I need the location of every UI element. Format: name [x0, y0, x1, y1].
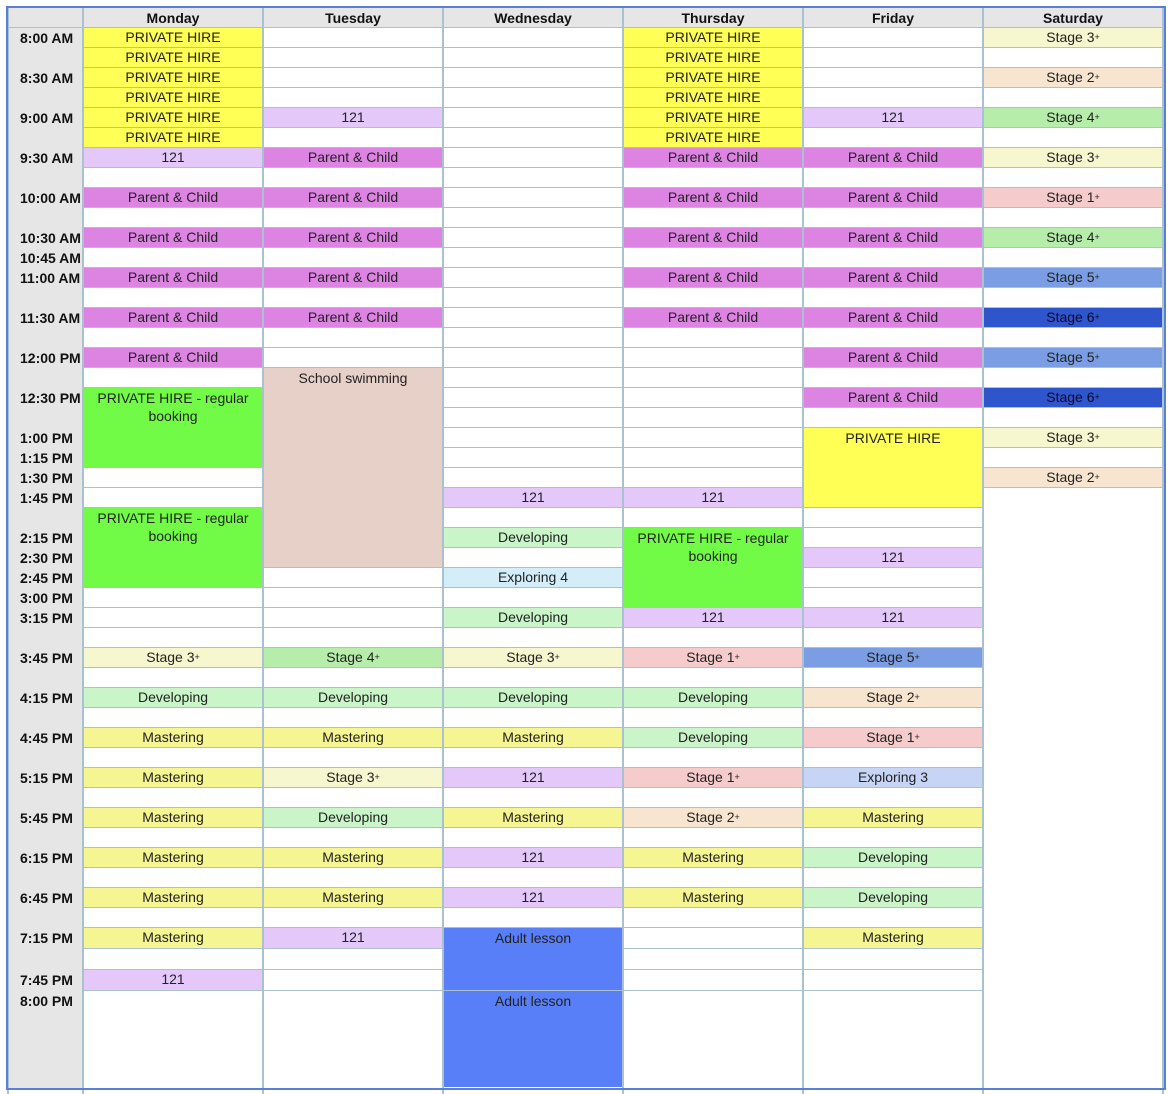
schedule-slot[interactable] — [264, 888, 442, 907]
day-header-friday[interactable]: Friday — [803, 8, 983, 28]
schedule-slot[interactable] — [264, 188, 442, 207]
day-header-thursday[interactable]: Thursday — [623, 8, 803, 28]
slot-label: Developing — [677, 729, 749, 745]
slot-label: Parent & Child — [667, 189, 759, 205]
slot-label: Stage 2 — [866, 689, 915, 705]
slot-label: Parent & Child — [307, 309, 399, 325]
grid-line — [1162, 8, 1164, 1094]
stage-plus-mark: + — [1094, 192, 1100, 202]
slot-label: Stage 4 — [1046, 229, 1095, 245]
slot-label: Exploring 3 — [857, 769, 929, 785]
slot-label: Parent & Child — [667, 149, 759, 165]
slot-label: Parent & Child — [667, 229, 759, 245]
schedule-slot[interactable] — [264, 688, 442, 707]
slot-label: Stage 3 — [326, 769, 375, 785]
stage-plus-mark: + — [734, 812, 740, 822]
schedule-slot[interactable] — [984, 308, 1162, 327]
slot-label: Mastering — [682, 849, 744, 865]
schedule-slot[interactable] — [984, 468, 1162, 487]
time-label: 7:45 PM — [20, 972, 73, 988]
slot-label: Parent & Child — [847, 269, 939, 285]
slot-label: Stage 2 — [686, 809, 735, 825]
slot-label: Parent & Child — [127, 349, 219, 365]
header-corner — [8, 8, 83, 28]
slot-label: Parent & Child — [307, 229, 399, 245]
slot-label: Mastering — [862, 809, 924, 825]
schedule-slot[interactable] — [804, 388, 982, 407]
schedule-slot[interactable] — [804, 188, 982, 207]
slot-label: Stage 3 — [146, 649, 195, 665]
schedule-slot[interactable] — [84, 388, 262, 467]
slot-label: Stage 6 — [1046, 389, 1095, 405]
schedule-slot[interactable] — [84, 268, 262, 287]
slot-label: Parent & Child — [847, 309, 939, 325]
schedule-slot[interactable] — [444, 648, 622, 667]
schedule-slot[interactable] — [84, 648, 262, 667]
time-label: 10:30 AM — [20, 230, 81, 246]
slot-label: Parent & Child — [127, 269, 219, 285]
schedule-slot[interactable] — [804, 268, 982, 287]
time-label: 10:45 AM — [20, 250, 81, 266]
slot-label: Mastering — [862, 929, 924, 945]
schedule-slot[interactable] — [624, 848, 802, 867]
schedule-slot[interactable] — [804, 808, 982, 827]
slot-label: Parent & Child — [127, 229, 219, 245]
schedule-slot[interactable] — [804, 928, 982, 948]
stage-plus-mark: + — [1094, 152, 1100, 162]
schedule-slot[interactable] — [624, 648, 802, 667]
time-label: 9:00 AM — [20, 110, 74, 126]
schedule-slot[interactable] — [804, 728, 982, 747]
time-label: 2:45 PM — [20, 570, 73, 586]
schedule-slot[interactable] — [84, 508, 262, 587]
slot-label: Parent & Child — [667, 269, 759, 285]
stage-plus-mark: + — [734, 652, 740, 662]
slot-label: PRIVATE HIRE — [665, 49, 761, 65]
stage-plus-mark: + — [374, 652, 380, 662]
slot-label: Mastering — [502, 809, 564, 825]
slot-label: Developing — [497, 609, 569, 625]
schedule-slot[interactable] — [984, 108, 1162, 127]
schedule-slot[interactable] — [84, 228, 262, 247]
time-label: 6:45 PM — [20, 890, 73, 906]
schedule-slot[interactable] — [84, 928, 262, 948]
slot-label: Parent & Child — [307, 189, 399, 205]
slot-label: Mastering — [502, 729, 564, 745]
stage-plus-mark: + — [1094, 232, 1100, 242]
slot-label: Developing — [497, 529, 569, 545]
slot-label: Mastering — [322, 849, 384, 865]
schedule-slot[interactable] — [804, 108, 982, 127]
stage-plus-mark: + — [1094, 472, 1100, 482]
schedule-slot[interactable] — [624, 528, 802, 607]
slot-label: Mastering — [142, 929, 204, 945]
schedule-slot[interactable] — [804, 688, 982, 707]
time-label: 12:30 PM — [20, 390, 81, 406]
schedule-slot[interactable] — [264, 268, 442, 287]
slot-label: Mastering — [322, 729, 384, 745]
schedule-slot[interactable] — [84, 88, 262, 107]
schedule-slot[interactable] — [984, 68, 1162, 87]
schedule-slot[interactable] — [444, 568, 622, 587]
schedule-slot[interactable] — [84, 768, 262, 787]
schedule-slot[interactable] — [624, 68, 802, 87]
schedule-slot[interactable] — [624, 188, 802, 207]
schedule-slot[interactable] — [624, 888, 802, 907]
slot-label: Mastering — [142, 849, 204, 865]
schedule-slot[interactable] — [804, 348, 982, 367]
slot-label: Parent & Child — [307, 149, 399, 165]
slot-label: PRIVATE HIRE — [665, 89, 761, 105]
time-label: 5:45 PM — [20, 810, 73, 826]
slot-label: Stage 5 — [866, 649, 915, 665]
schedule-slot[interactable] — [264, 648, 442, 667]
saturday-empty-area — [984, 488, 1162, 1088]
slot-label: 121 — [881, 609, 905, 625]
schedule-slot[interactable] — [804, 308, 982, 327]
slot-label: Stage 1 — [866, 729, 915, 745]
schedule-slot[interactable] — [264, 228, 442, 247]
stage-plus-mark: + — [554, 652, 560, 662]
time-label: 3:15 PM — [20, 610, 73, 626]
stage-plus-mark: + — [194, 652, 200, 662]
slot-label: 121 — [161, 971, 185, 987]
schedule-slot[interactable] — [444, 768, 622, 787]
slot-label: 121 — [521, 769, 545, 785]
slot-label: PRIVATE HIRE — [125, 69, 221, 85]
schedule-slot[interactable] — [84, 728, 262, 747]
slot-label: 121 — [161, 149, 185, 165]
schedule-slot[interactable] — [264, 728, 442, 747]
slot-label: Stage 4 — [1046, 109, 1095, 125]
schedule-slot[interactable] — [984, 268, 1162, 287]
slot-label: PRIVATE HIRE — [125, 109, 221, 125]
schedule-slot[interactable] — [804, 548, 982, 567]
schedule-slot[interactable] — [84, 128, 262, 147]
time-label: 3:45 PM — [20, 650, 73, 666]
time-label: 11:00 AM — [20, 270, 81, 286]
time-label: 5:15 PM — [20, 770, 73, 786]
slot-label: PRIVATE HIRE — [125, 129, 221, 145]
schedule-slot[interactable] — [804, 428, 982, 507]
slot-label: 121 — [521, 889, 545, 905]
time-label: 8:00 PM — [20, 993, 73, 1009]
schedule-slot[interactable] — [624, 88, 802, 107]
slot-label: Mastering — [682, 889, 744, 905]
slot-label: Developing — [317, 809, 389, 825]
slot-label: 121 — [341, 109, 365, 125]
schedule-slot[interactable] — [444, 688, 622, 707]
schedule-slot[interactable] — [84, 68, 262, 87]
schedule-slot[interactable] — [984, 348, 1162, 367]
slot-label: 121 — [701, 609, 725, 625]
schedule-slot[interactable] — [444, 848, 622, 867]
schedule-slot[interactable] — [444, 928, 622, 990]
slot-label: Adult lesson — [494, 993, 572, 1009]
schedule-slot[interactable] — [624, 488, 802, 507]
slot-label: 121 — [881, 549, 905, 565]
slot-label: Mastering — [142, 889, 204, 905]
slot-label: Parent & Child — [847, 349, 939, 365]
slot-label: Stage 3 — [1046, 429, 1095, 445]
schedule-slot[interactable] — [444, 488, 622, 507]
slot-label: Parent & Child — [847, 189, 939, 205]
day-header-monday[interactable]: Monday — [83, 8, 263, 28]
slot-label: Stage 2 — [1046, 69, 1095, 85]
schedule-slot[interactable] — [804, 768, 982, 787]
schedule-slot[interactable] — [804, 648, 982, 667]
stage-plus-mark: + — [1094, 352, 1100, 362]
schedule-slot[interactable] — [444, 888, 622, 907]
schedule-slot[interactable] — [624, 108, 802, 127]
slot-label: 121 — [881, 109, 905, 125]
schedule-slot[interactable] — [984, 148, 1162, 167]
schedule-slot[interactable] — [624, 148, 802, 167]
time-label: 8:30 AM — [20, 70, 74, 86]
slot-label: Stage 5 — [1046, 349, 1095, 365]
slot-label: Mastering — [142, 769, 204, 785]
slot-label: PRIVATE HIRE - regular booking — [97, 390, 249, 424]
schedule-slot[interactable] — [264, 768, 442, 787]
schedule-slot[interactable] — [624, 308, 802, 327]
schedule-slot[interactable] — [624, 228, 802, 247]
slot-label: PRIVATE HIRE — [665, 129, 761, 145]
schedule-slot[interactable] — [264, 808, 442, 827]
slot-label: Stage 6 — [1046, 309, 1095, 325]
slot-label: 121 — [701, 489, 725, 505]
slot-label: Parent & Child — [127, 189, 219, 205]
schedule-slot[interactable] — [84, 808, 262, 827]
schedule-slot[interactable] — [264, 148, 442, 167]
schedule-slot[interactable] — [84, 308, 262, 327]
schedule-slot[interactable] — [84, 28, 262, 47]
schedule-slot[interactable] — [624, 688, 802, 707]
slot-label: Adult lesson — [494, 930, 572, 946]
time-label: 3:00 PM — [20, 590, 73, 606]
slot-label: Stage 1 — [1046, 189, 1095, 205]
schedule-slot[interactable] — [984, 188, 1162, 207]
schedule-slot[interactable] — [804, 148, 982, 167]
schedule-slot[interactable] — [84, 888, 262, 907]
slot-label: Stage 2 — [1046, 469, 1095, 485]
slot-label: Stage 4 — [326, 649, 375, 665]
slot-label: PRIVATE HIRE — [665, 109, 761, 125]
slot-label: Exploring 4 — [497, 569, 569, 585]
schedule-slot[interactable] — [264, 928, 442, 948]
slot-label: PRIVATE HIRE — [665, 69, 761, 85]
time-label: 10:00 AM — [20, 190, 81, 206]
slot-label: Stage 5 — [1046, 269, 1095, 285]
slot-label: Developing — [317, 689, 389, 705]
stage-plus-mark: + — [1094, 392, 1100, 402]
slot-label: Mastering — [322, 889, 384, 905]
slot-label: Stage 3 — [506, 649, 555, 665]
schedule-slot[interactable] — [444, 728, 622, 747]
slot-label: Developing — [137, 689, 209, 705]
slot-label: Parent & Child — [667, 309, 759, 325]
time-label: 4:15 PM — [20, 690, 73, 706]
schedule-slot[interactable] — [624, 268, 802, 287]
schedule-slot[interactable] — [624, 728, 802, 747]
stage-plus-mark: + — [1094, 312, 1100, 322]
slot-label: Developing — [677, 689, 749, 705]
stage-plus-mark: + — [1094, 272, 1100, 282]
stage-plus-mark: + — [914, 652, 920, 662]
schedule-slot[interactable] — [804, 848, 982, 867]
slot-label: PRIVATE HIRE — [845, 430, 941, 446]
schedule-slot[interactable] — [984, 28, 1162, 47]
time-label: 2:30 PM — [20, 550, 73, 566]
slot-label: Mastering — [142, 729, 204, 745]
schedule-slot[interactable] — [444, 991, 622, 1087]
slot-label: 121 — [341, 929, 365, 945]
schedule-slot[interactable] — [984, 388, 1162, 407]
schedule-slot[interactable] — [624, 608, 802, 627]
time-label: 4:45 PM — [20, 730, 73, 746]
time-label: 1:15 PM — [20, 450, 73, 466]
schedule-slot[interactable] — [624, 128, 802, 147]
time-label: 6:15 PM — [20, 850, 73, 866]
slot-label: Developing — [857, 849, 929, 865]
time-label: 12:00 PM — [20, 350, 81, 366]
time-label: 1:45 PM — [20, 490, 73, 506]
schedule-slot[interactable] — [84, 970, 262, 990]
schedule-slot[interactable] — [804, 608, 982, 627]
slot-label: Stage 3 — [1046, 29, 1095, 45]
schedule-slot[interactable] — [84, 348, 262, 367]
slot-label: PRIVATE HIRE — [125, 49, 221, 65]
schedule-slot[interactable] — [804, 888, 982, 907]
stage-plus-mark: + — [1094, 72, 1100, 82]
schedule-slot[interactable] — [264, 848, 442, 867]
schedule-slot[interactable] — [624, 768, 802, 787]
slot-label: Developing — [857, 889, 929, 905]
stage-plus-mark: + — [374, 772, 380, 782]
slot-label: Stage 1 — [686, 649, 735, 665]
time-label: 8:00 AM — [20, 30, 74, 46]
schedule-slot[interactable] — [984, 228, 1162, 247]
stage-plus-mark: + — [914, 692, 920, 702]
schedule-slot[interactable] — [264, 308, 442, 327]
slot-label: Parent & Child — [847, 149, 939, 165]
slot-label: Parent & Child — [847, 389, 939, 405]
time-label: 1:00 PM — [20, 430, 73, 446]
schedule-slot[interactable] — [624, 808, 802, 827]
slot-label: School swimming — [298, 370, 408, 386]
slot-label: Developing — [497, 689, 569, 705]
schedule-slot[interactable] — [84, 148, 262, 167]
schedule-slot[interactable] — [84, 108, 262, 127]
schedule-slot[interactable] — [984, 428, 1162, 447]
slot-label: Stage 1 — [686, 769, 735, 785]
day-header-tuesday[interactable]: Tuesday — [263, 8, 443, 28]
schedule-slot[interactable] — [624, 28, 802, 47]
slot-label: Mastering — [142, 809, 204, 825]
schedule-slot[interactable] — [84, 188, 262, 207]
slot-label: Parent & Child — [127, 309, 219, 325]
slot-label: PRIVATE HIRE — [665, 29, 761, 45]
time-label: 11:30 AM — [20, 310, 81, 326]
schedule-slot[interactable] — [84, 688, 262, 707]
time-label: 2:15 PM — [20, 530, 73, 546]
time-label: 7:15 PM — [20, 930, 73, 946]
day-header-saturday[interactable]: Saturday — [983, 8, 1163, 28]
stage-plus-mark: + — [1094, 432, 1100, 442]
slot-label: Parent & Child — [307, 269, 399, 285]
schedule-slot[interactable] — [264, 108, 442, 127]
schedule-slot[interactable] — [444, 608, 622, 627]
schedule-slot[interactable] — [444, 528, 622, 547]
slot-label: PRIVATE HIRE - regular booking — [97, 510, 249, 544]
schedule-slot[interactable] — [804, 228, 982, 247]
slot-label: 121 — [521, 489, 545, 505]
slot-label: PRIVATE HIRE — [125, 29, 221, 45]
slot-label: Parent & Child — [847, 229, 939, 245]
stage-plus-mark: + — [1094, 32, 1100, 42]
day-header-wednesday[interactable]: Wednesday — [443, 8, 623, 28]
stage-plus-mark: + — [1094, 112, 1100, 122]
slot-label: Stage 3 — [1046, 149, 1095, 165]
stage-plus-mark: + — [914, 732, 920, 742]
schedule-slot[interactable] — [624, 48, 802, 67]
schedule-slot[interactable] — [84, 848, 262, 867]
stage-plus-mark: + — [734, 772, 740, 782]
schedule-slot[interactable] — [84, 48, 262, 67]
time-label: 1:30 PM — [20, 470, 73, 486]
slot-label: PRIVATE HIRE - regular booking — [637, 530, 789, 564]
schedule-slot[interactable] — [264, 368, 442, 567]
slot-label: 121 — [521, 849, 545, 865]
slot-label: PRIVATE HIRE — [125, 89, 221, 105]
schedule-slot[interactable] — [444, 808, 622, 827]
time-label: 9:30 AM — [20, 150, 74, 166]
